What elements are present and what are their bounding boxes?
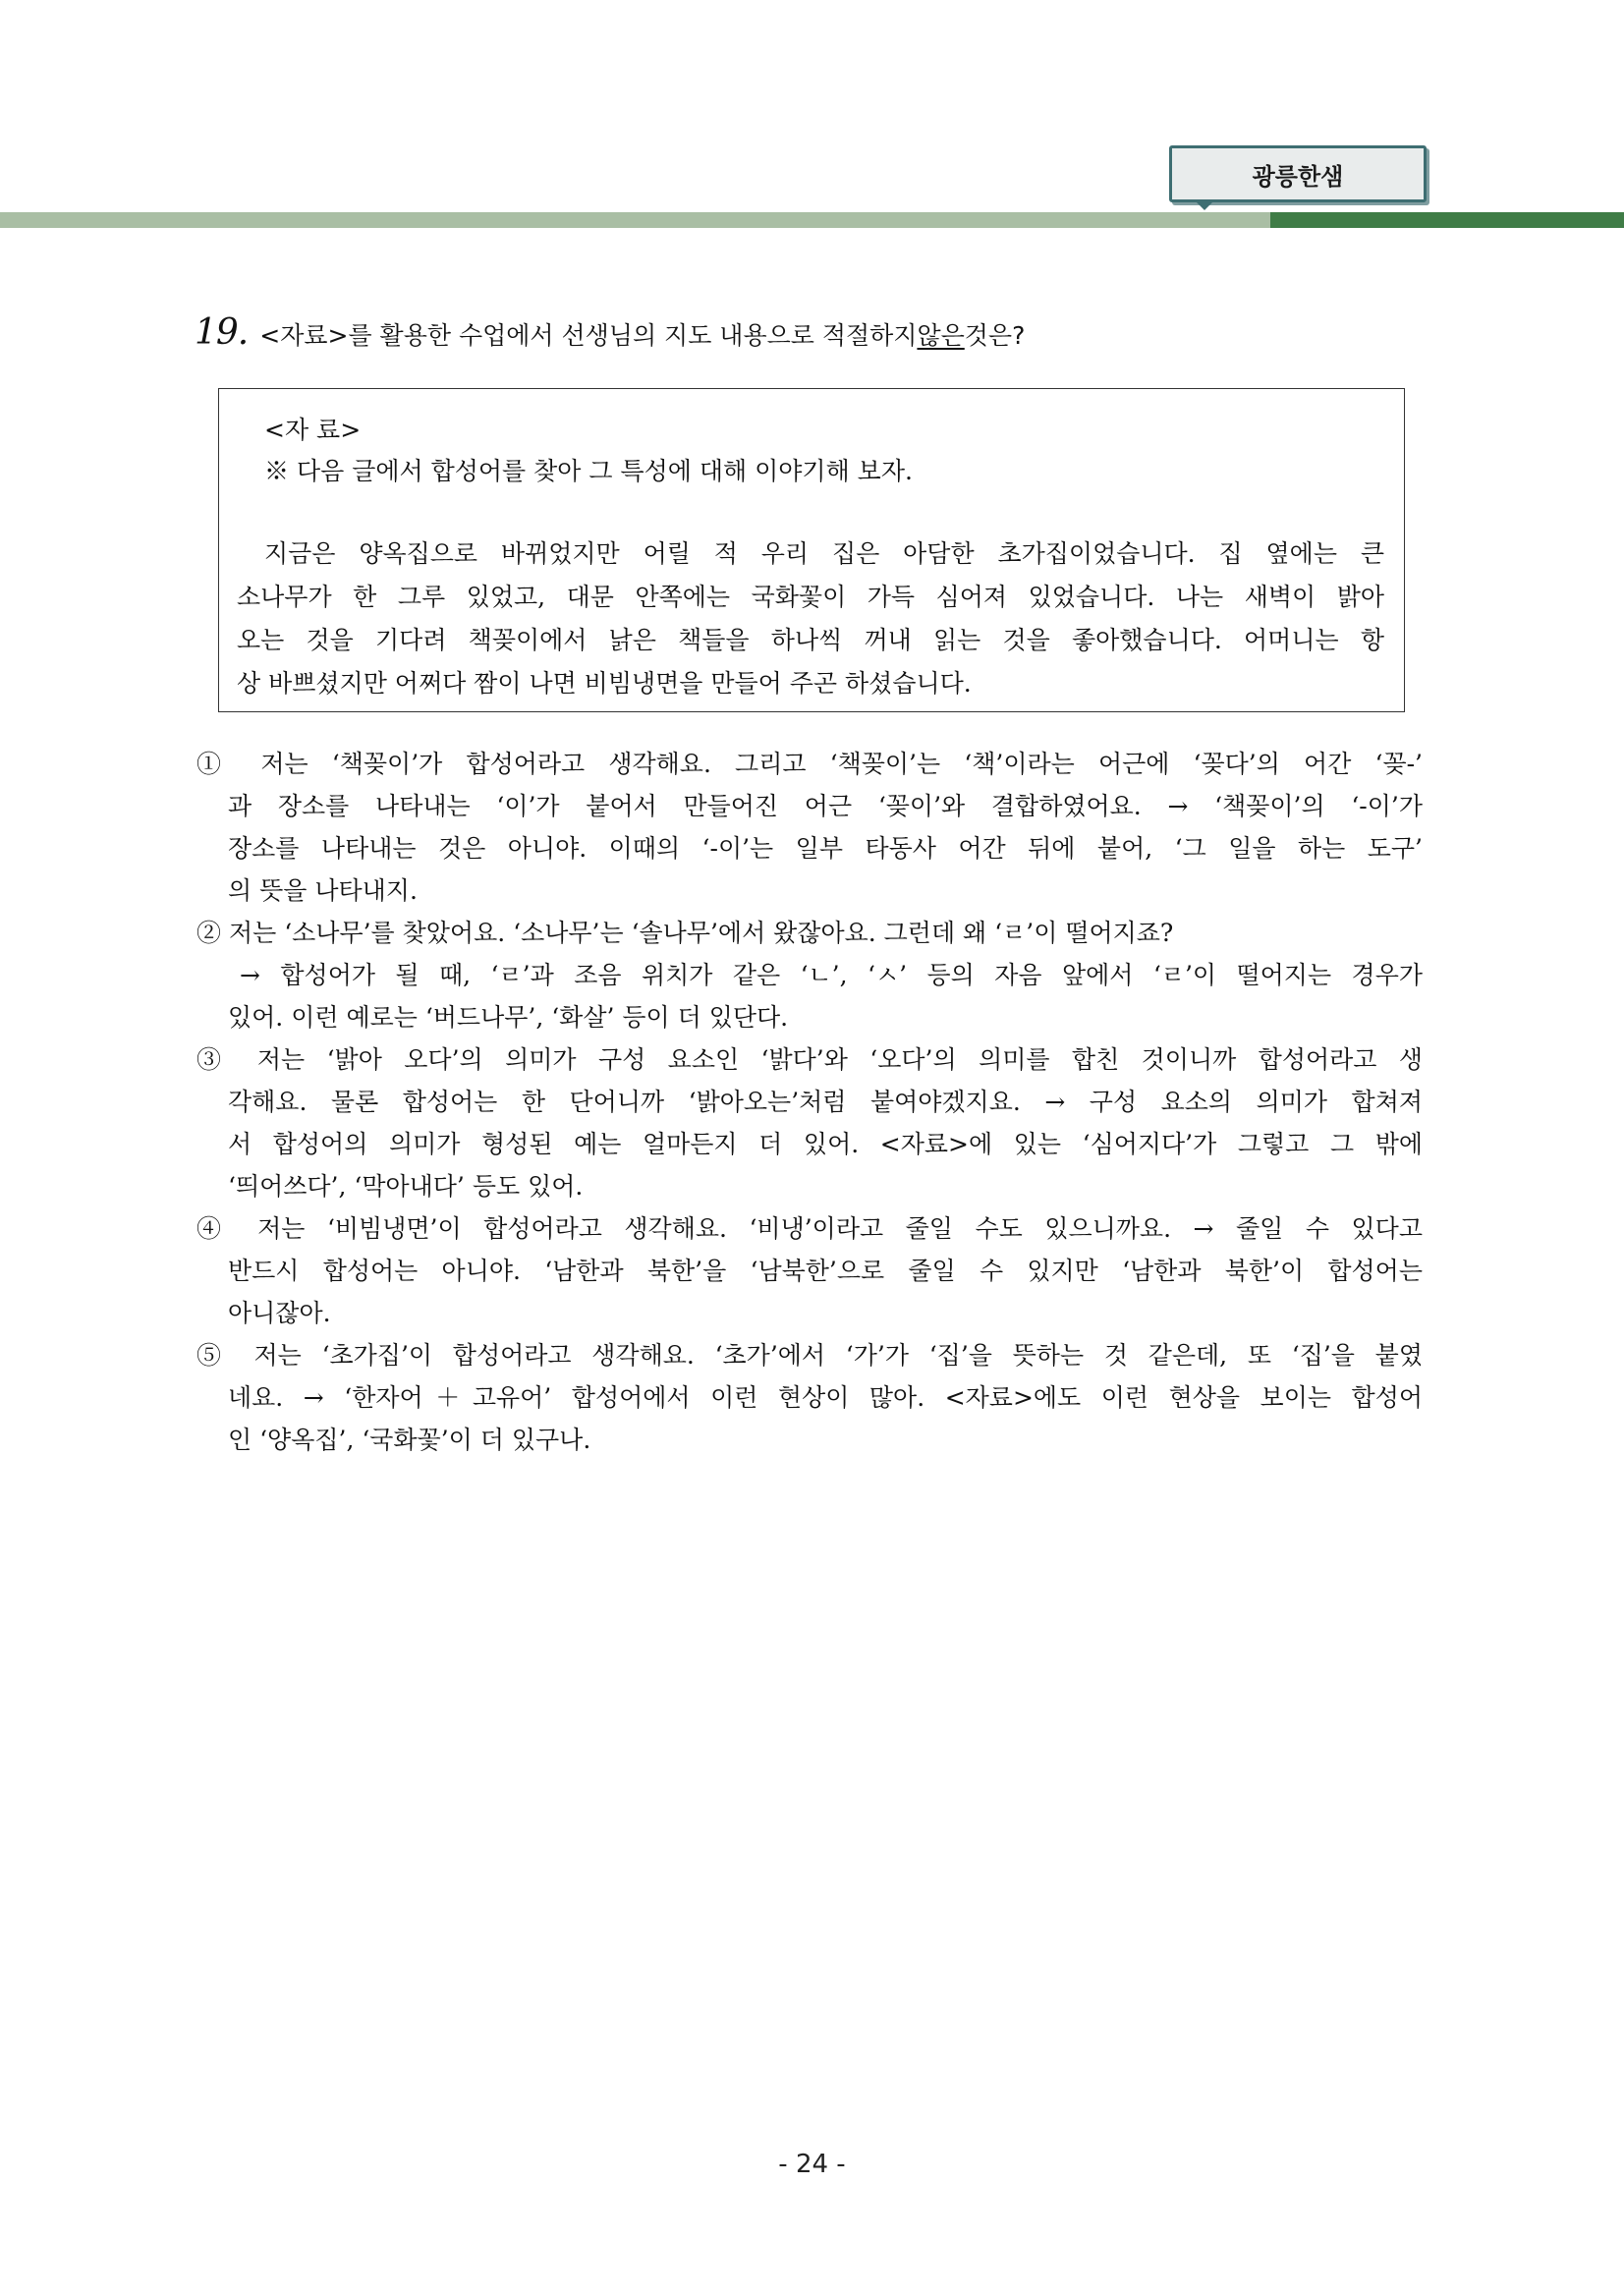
material-box — [218, 388, 1405, 712]
option-line: ① 저는 ‘책꽂이’가 합성어라고 생각해요. 그리고 ‘책꽂이’는 ‘책’이라는 어근에 ‘꽂다’의 어간 ‘꽂-’ — [196, 750, 1423, 778]
option-line: → 합성어가 될 때, ‘ㄹ’과 조음 위치가 같은 ‘ㄴ’, ‘ㅅ’ 등의 자음 앞에서 ‘ㄹ’이 떨어지는 경우가 — [240, 961, 1423, 989]
option-line: 아니잖아. — [228, 1299, 331, 1327]
material-title: <자 료> — [264, 416, 362, 444]
badge-notch — [1195, 200, 1214, 210]
option-line: ② 저는 ‘소나무’를 찾았어요. ‘소나무’는 ‘솔나무’에서 왔잖아요. 그런데 왜 ‘ㄹ’이 떨어지죠? — [196, 919, 1174, 947]
option-line: 인 ‘양옥집’, ‘국화꽃’이 더 있구나. — [228, 1426, 591, 1454]
question-text-before: <자료>를 활용한 수업에서 선생님의 지도 내용으로 적절하지 — [259, 321, 918, 350]
passage-line: 상 바쁘셨지만 어쩌다 짬이 나면 비빔냉면을 만들어 주곤 하셨습니다. — [237, 669, 972, 698]
question-underlined: 않은 — [917, 321, 965, 350]
header-badge — [1169, 145, 1427, 202]
question-stem — [195, 312, 1432, 353]
passage-line: 오는 것을 기다려 책꽂이에서 낡은 책들을 하나씩 꺼내 읽는 것을 좋아했습니다. 어머니는 항 — [237, 626, 1384, 654]
header-band-dark — [1270, 212, 1624, 228]
option-line: 반드시 합성어는 아니야. ‘남한과 북한’을 ‘남북한’으로 줄일 수 있지만 ‘남한과 북한’이 합성어는 — [228, 1257, 1423, 1285]
option-line: ⑤ 저는 ‘초가집’이 합성어라고 생각해요. ‘초가’에서 ‘가’가 ‘집’을 뜻하는 것 같은데, 또 ‘집’을 붙였 — [196, 1341, 1423, 1370]
option-line: 장소를 나타내는 것은 아니야. 이때의 ‘-이’는 일부 타동사 어간 뒤에 붙어, ‘그 일을 하는 도구’ — [228, 834, 1423, 863]
option-line: 있어. 이런 예로는 ‘버드나무’, ‘화살’ 등이 더 있단다. — [228, 1003, 789, 1032]
option-line: ③ 저는 ‘밝아 오다’의 의미가 구성 요소인 ‘밝다’와 ‘오다’의 의미를 합친 것이니까 합성어라고 생 — [196, 1045, 1423, 1074]
header-band-light — [0, 212, 1270, 228]
option-line: 각해요. 물론 합성어는 한 단어니까 ‘밝아오는’처럼 붙여야겠지요. → 구성 요소의 의미가 합쳐져 — [228, 1088, 1423, 1116]
option-line: ④ 저는 ‘비빔냉면’이 합성어라고 생각해요. ‘비냉’이라고 줄일 수도 있으니까요. → 줄일 수 있다고 — [196, 1214, 1423, 1243]
option-line: 과 장소를 나타내는 ‘이’가 붙어서 만들어진 어근 ‘꽂이’와 결합하였어요. → ‘책꽂이’의 ‘-이’가 — [228, 792, 1423, 820]
page-number: - 24 - — [778, 2150, 846, 2179]
header-badge-text: 광릉한샘 — [1252, 162, 1344, 191]
option-line: 서 합성어의 의미가 형성된 예는 얼마든지 더 있어. <자료>에 있는 ‘심어지다’가 그렇고 그 밖에 — [228, 1130, 1423, 1158]
question-number: 19. — [195, 312, 249, 353]
question-text-after: 것은? — [964, 321, 1026, 350]
option-line: 네요. → ‘한자어＋고유어’ 합성어에서 이런 현상이 많아. <자료>에도 이런 현상을 보이는 합성어 — [228, 1383, 1423, 1412]
material-instruction: ※ 다음 글에서 합성어를 찾아 그 특성에 대해 이야기해 보자. — [264, 457, 913, 485]
passage-line: 지금은 양옥집으로 바뀌었지만 어릴 적 우리 집은 아담한 초가집이었습니다. 집 옆에는 큰 — [264, 539, 1384, 568]
passage-line: 소나무가 한 그루 있었고, 대문 안쪽에는 국화꽃이 가득 심어져 있었습니다. 나는 새벽이 밝아 — [237, 583, 1384, 611]
option-line: ‘띄어쓰다’, ‘막아내다’ 등도 있어. — [228, 1172, 584, 1201]
option-line: 의 뜻을 나타내지. — [228, 876, 418, 905]
